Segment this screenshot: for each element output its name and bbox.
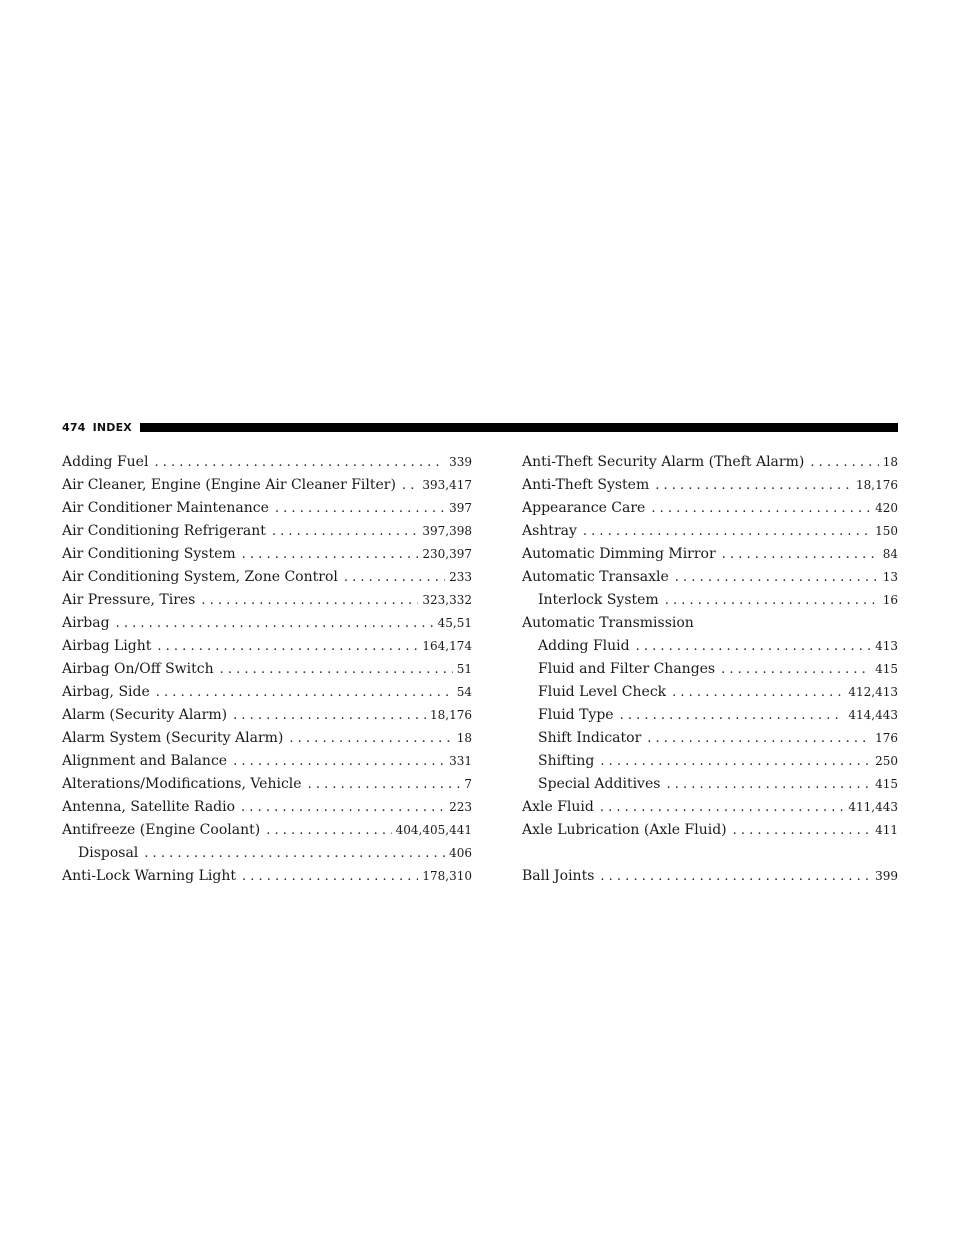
index-page-numbers: 413 [875,639,898,653]
index-page-numbers: 415 [875,662,898,676]
index-page-numbers: 18 [456,731,472,745]
dot-leader [620,704,845,727]
index-subentry [522,773,898,796]
index-page-numbers: 45,51 [437,616,472,630]
index-page-numbers: 13 [882,570,898,584]
index-term: Fluid and Filter Changes [538,661,716,677]
index-page-numbers: 18 [882,455,898,469]
index-term: Adding Fuel [62,454,149,470]
index-column-left [62,451,472,888]
index-term: Interlock System [538,592,659,608]
dot-leader [647,727,871,750]
index-entry [62,819,472,842]
index-term: Air Conditioner Maintenance [62,500,269,516]
index-page-numbers: 250 [875,754,898,768]
index-subentry [522,727,898,750]
index-page-numbers: 164,174 [422,639,472,653]
dot-leader [289,727,452,750]
index-entry [62,589,472,612]
index-page-numbers: 18,176 [430,708,472,722]
dot-leader [241,796,445,819]
index-page-numbers: 415 [875,777,898,791]
dot-leader [651,497,871,520]
index-page-numbers: 331 [449,754,472,768]
header-rule [140,423,898,432]
index-term: Airbag Light [62,638,152,654]
index-term: Airbag, Side [62,684,150,700]
index-entry [62,474,472,497]
page-number: 474 [62,420,86,434]
index-page-numbers: 411,443 [848,800,898,814]
index-term: Air Cleaner, Engine (Engine Air Cleaner Filter) [62,477,396,493]
index-term: Ashtray [522,523,577,539]
dot-leader [154,451,445,474]
dot-leader [733,819,871,842]
index-term: Air Conditioning System, Zone Control [62,569,338,585]
index-entry [62,635,472,658]
index-subentry [522,704,898,727]
dot-leader [665,589,879,612]
index-entry [62,704,472,727]
index-term: Automatic Transaxle [522,569,669,585]
index-entry [62,658,472,681]
index-entry [62,750,472,773]
dot-leader [308,773,461,796]
dot-leader [810,451,878,474]
index-page-numbers: 393,417 [422,478,472,492]
index-page-numbers: 339 [449,455,472,469]
dot-leader [655,474,852,497]
dot-leader [266,819,391,842]
dot-leader [721,658,871,681]
index-entry [522,819,898,842]
dot-leader [722,543,879,566]
index-term: Shift Indicator [538,730,642,746]
index-term: Antenna, Satellite Radio [62,799,236,815]
index-entry [522,566,898,589]
index-entry [62,681,472,704]
index-page-numbers: 150 [875,524,898,538]
index-term: Automatic Dimming Mirror [522,546,716,562]
index-entry [62,497,472,520]
dot-leader [233,704,426,727]
index-page-numbers: 7 [464,777,472,791]
dot-leader [144,842,445,865]
dot-leader [220,658,453,681]
header-label [62,421,132,434]
section-title: INDEX [92,420,132,434]
index-entry [62,543,472,566]
index-page-numbers: 420 [875,501,898,515]
index-entry [522,520,898,543]
dot-leader [402,474,418,497]
dot-leader [672,681,844,704]
dot-leader [636,635,872,658]
dot-leader [157,635,418,658]
dot-leader [272,520,418,543]
index-page-numbers: 399 [875,869,898,883]
index-entry [522,497,898,520]
index-page-numbers: 233 [449,570,472,584]
dot-leader [233,750,445,773]
dot-leader [275,497,445,520]
index-entry [62,520,472,543]
index-term: Appearance Care [522,500,646,516]
dot-leader [675,566,879,589]
dot-leader [344,566,445,589]
index-page-numbers: 323,332 [422,593,472,607]
index-page-numbers: 397,398 [422,524,472,538]
index-page-numbers: 18,176 [856,478,898,492]
page-header [62,418,898,436]
index-entry [62,796,472,819]
dot-leader [201,589,418,612]
index-subentry [522,658,898,681]
dot-leader [156,681,453,704]
dot-leader [583,520,871,543]
index-term: Axle Lubrication (Axle Fluid) [522,822,727,838]
index-page-numbers: 414,443 [848,708,898,722]
index-entry [522,451,898,474]
index-term: Alignment and Balance [62,753,228,769]
index-entry [62,865,472,888]
dot-leader [666,773,871,796]
index-term: Airbag On/Off Switch [62,661,214,677]
index-subentry [522,589,898,612]
index-entry [522,474,898,497]
index-entry [62,566,472,589]
index-term: Air Conditioning Refrigerant [62,523,266,539]
index-term: Air Conditioning System [62,546,236,562]
index-term: Disposal [78,845,139,861]
index-term: Anti-Theft System [522,477,650,493]
index-page-numbers: 404,405,441 [395,823,472,837]
index-entry [62,612,472,635]
index-page-numbers: 84 [882,547,898,561]
index-page-numbers: 176 [875,731,898,745]
index-entry [522,865,898,888]
index-page-numbers: 406 [449,846,472,860]
index-term: Automatic Transmission [522,615,694,631]
dot-leader [600,865,871,888]
index-column-right [522,451,898,888]
index-term: Airbag [62,615,110,631]
index-page-numbers: 223 [449,800,472,814]
index-term: Alarm (Security Alarm) [62,707,228,723]
index-term: Fluid Type [538,707,614,723]
dot-leader [600,750,871,773]
index-term: Anti-Lock Warning Light [62,868,236,884]
index-term: Antifreeze (Engine Coolant) [62,822,261,838]
index-entry [522,543,898,566]
dot-leader [242,543,419,566]
index-entry [62,773,472,796]
index-subentry [522,750,898,773]
index-term: Anti-Theft Security Alarm (Theft Alarm) [522,454,805,470]
index-term: Alarm System (Security Alarm) [62,730,284,746]
index-page-numbers: 397 [449,501,472,515]
index-term: Alterations/Modifications, Vehicle [62,776,302,792]
dot-leader [242,865,418,888]
index-page-numbers: 230,397 [422,547,472,561]
index-term: Fluid Level Check [538,684,667,700]
index-page-numbers: 54 [456,685,472,699]
index-entry [522,612,898,635]
index-subentry [522,681,898,704]
index-term: Axle Fluid [522,799,594,815]
index-entry [62,727,472,750]
index-subentry [522,635,898,658]
index-page-numbers: 412,413 [848,685,898,699]
index-entry [62,451,472,474]
index-term: Adding Fluid [538,638,630,654]
dot-leader [116,612,434,635]
index-page-numbers: 51 [456,662,472,676]
index-subentry [62,842,472,865]
dot-leader [600,796,845,819]
index-term: Special Additives [538,776,661,792]
index-term: Shifting [538,753,595,769]
index-page-numbers: 16 [882,593,898,607]
index-page-numbers: 411 [875,823,898,837]
index-entry [522,796,898,819]
index-term: Air Pressure, Tires [62,592,196,608]
index-term: Ball Joints [522,868,595,884]
index-page-numbers: 178,310 [422,869,472,883]
